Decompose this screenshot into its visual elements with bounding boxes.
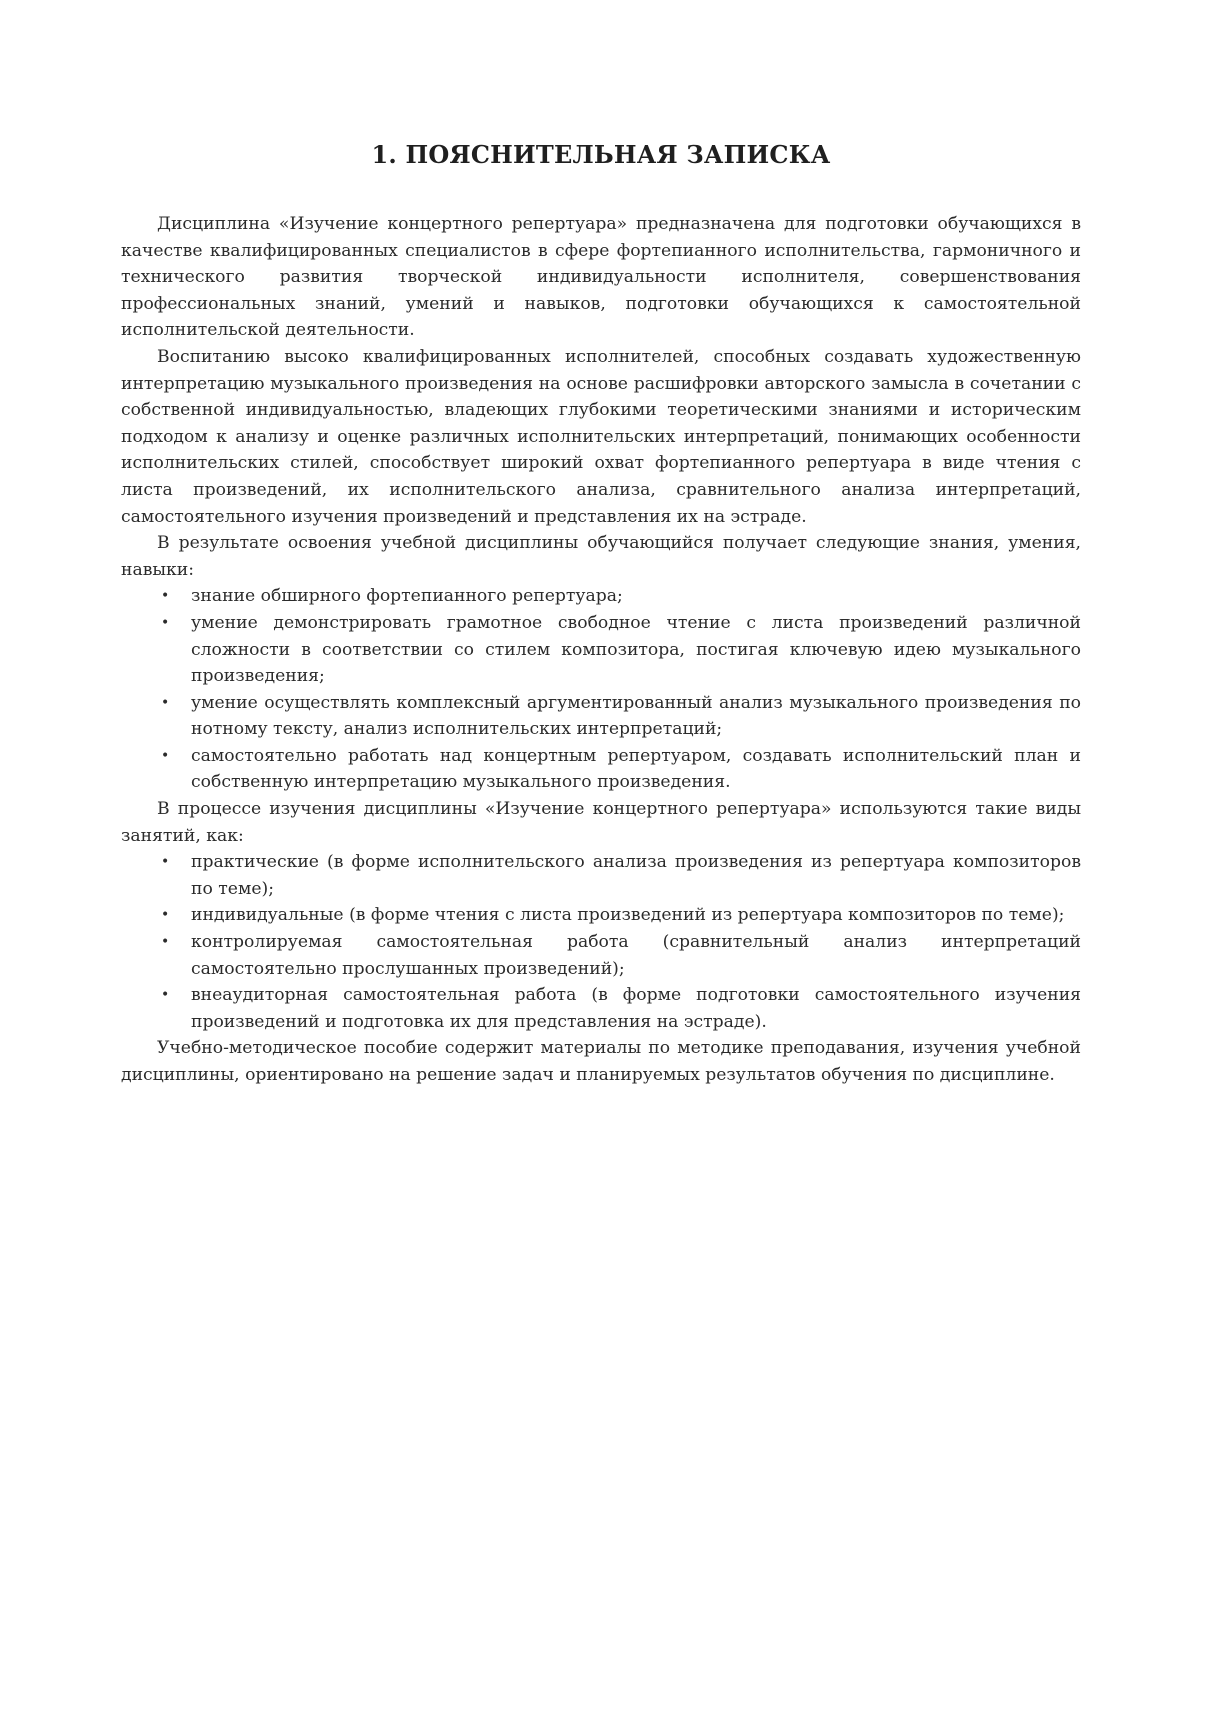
- list-item: • практические (в форме исполнительского анализа произведения из репертуара композиторов по теме);: [121, 849, 1081, 902]
- activities-paragraph: В процессе изучения дисциплины «Изучение концертного репертуара» используются такие виды занятий, как:: [121, 799, 1081, 846]
- skills-list: [121, 583, 1081, 796]
- activities-list: [121, 849, 1081, 1035]
- education-paragraph: Воспитанию высоко квалифицированных исполнителей, способных создавать художественную интерпретацию музыкального произведения на основе расшифровки авторского замысла в сочетании с собственной индивидуальностью, владеющих глубокими теоретическими знаниями и историческим подходом к анализу и оценке различных исполнительских интерпретаций, понимающих особенности исполнительских стилей, способствует широкий охват фортепианного репертуара в виде чтения с листа произведений, их исполнительского анализа, сравнительного анализа интерпретаций, самостоятельного изучения произведений и представления их на эстраде.: [121, 346, 1081, 527]
- intro-paragraph: Дисциплина «Изучение концертного репертуара» предназначена для подготовки обучающихся в качестве квалифицированных специалистов в сфере фортепианного исполнительства, гармоничного и технического развития творческой индивидуальности исполнителя, совершенствования профессиональных знаний, умений и навыков, подготовки обучающихся к самостоятельной исполнительской деятельности.: [121, 214, 1081, 341]
- list-item: • самостоятельно работать над концертным репертуаром, создавать исполнительский план и собственную интерпретацию музыкального произведения.: [121, 743, 1081, 796]
- closing-paragraph: Учебно-методическое пособие содержит материалы по методике преподавания, изучения учебной дисциплины, ориентировано на решение задач и планируемых результатов обучения по дисциплине.: [121, 1038, 1081, 1085]
- results-paragraph: В результате освоения учебной дисциплины обучающийся получает следующие знания, умения, навыки:: [121, 533, 1081, 580]
- list-item: • индивидуальные (в форме чтения с листа произведений из репертуара композиторов по теме);: [121, 902, 1081, 929]
- list-item: • внеаудиторная самостоятельная работа (в форме подготовки самостоятельного изучения произведений и подготовка их для представления на эстраде).: [121, 982, 1081, 1035]
- list-item: • знание обширного фортепианного репертуара;: [121, 583, 1081, 610]
- document-page: [121, 140, 1081, 1089]
- list-item: • контролируемая самостоятельная работа (сравнительный анализ интерпретаций самостоятельно прослушанных произведений);: [121, 929, 1081, 982]
- list-item: • умение осуществлять комплексный аргументированный анализ музыкального произведения по нотному тексту, анализ исполнительских интерпретаций;: [121, 690, 1081, 743]
- page-title: 1. ПОЯСНИТЕЛЬНАЯ ЗАПИСКА: [371, 140, 831, 169]
- list-item: • умение демонстрировать грамотное свободное чтение с листа произведений различной сложности в соответствии со стилем композитора, постигая ключевую идею музыкального произведения;: [121, 610, 1081, 690]
